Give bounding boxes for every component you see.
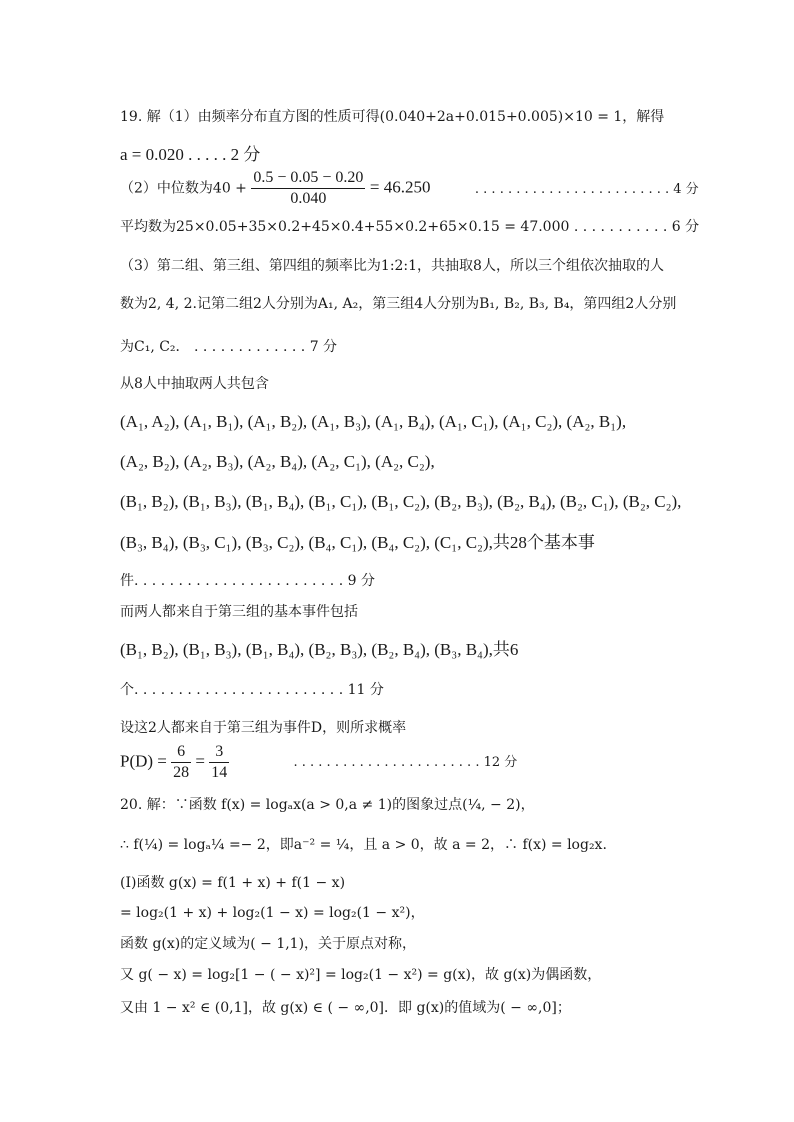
text-line-20: ∴ f(¼) = logₐ¼ =− 2，即a⁻² = ¼，且 a > 0，故 a = 2，∴ f(x) = log₂x. <box>120 837 607 853</box>
text-line-8: 从8人中抽取两人共包含 <box>120 376 269 392</box>
text-line-11: (B₁, B₂), (B₁, B₃), (B₁, B₄), (B₁, C₁), (B₁, C₂), (B₂, B₃), (B₂, B₄), (B₂, C₁), (B₂, C₂), <box>120 492 682 511</box>
text-line-14: 而两人都来自于第三组的基本事件包括 <box>120 604 358 620</box>
text-line-22: = log₂(1 + x) + log₂(1 − x) = log₂(1 − x²)， <box>120 905 425 921</box>
text-line-4: 平均数为25×0.05+35×0.2+45×0.4+55×0.2+65×0.15 = 47.000 . . . . . . . . . . . 6 分 <box>120 219 700 235</box>
probability-fraction-1 <box>171 742 191 783</box>
probability-line <box>120 742 517 783</box>
text-line-19: 20. 解：∵函数 f(x) = logₐx(a > 0,a ≠ 1)的图象过点(¼, − 2)， <box>120 797 535 813</box>
text-line-17: 设这2人都来自于第三组为事件D，则所求概率 <box>120 720 407 736</box>
text-line-25: 又由 1 − x² ∈ (0,1]，故 g(x) ∈ ( − ∞,0]．即 g(x)的值域为( − ∞,0]； <box>120 1000 571 1016</box>
median-score: . . . . . . . . . . . . . . . . . . . . . . . . 4 分 <box>474 181 699 197</box>
text-line-7: 为C₁, C₂． . . . . . . . . . . . . . 7 分 <box>120 339 338 355</box>
text-line-23: 函数 g(x)的定义域为( − 1,1)，关于原点对称， <box>120 936 417 952</box>
probability-score: . . . . . . . . . . . . . . . . . . . . . . . 12 分 <box>293 755 518 771</box>
median-line <box>120 168 699 209</box>
text-line-12: (B₃, B₄), (B₃, C₁), (B₃, C₂), (B₄, C₁), (B₄, C₂), (C₁, C₂),共28个基本事 <box>120 533 595 552</box>
probability-fraction-2 <box>209 742 229 783</box>
text-line-10: (A₂, B₂), (A₂, B₃), (A₂, B₄), (A₂, C₁), (A₂, C₂), <box>120 452 435 471</box>
probability-fraction-1-den: 28 <box>173 764 190 781</box>
text-line-6: 数为2, 4, 2.记第二组2人分别为A₁, A₂，第三组4人分别为B₁, B₂, B₃, B₄，第四组2人分别 <box>120 296 677 312</box>
probability-prefix: P(D) = <box>120 751 172 771</box>
median-fraction <box>251 168 365 209</box>
text-line-16: 个. . . . . . . . . . . . . . . . . . . . . . . . 11 分 <box>120 682 384 698</box>
text-line-2: a = 0.020 . . . . . 2 分 <box>120 145 261 164</box>
median-suffix: = 46.250 <box>369 177 431 197</box>
text-line-13: 件. . . . . . . . . . . . . . . . . . . . . . . . 9 分 <box>120 573 375 589</box>
text-line-9: (A₁, A₂), (A₁, B₁), (A₁, B₂), (A₁, B₃), (A₁, B₄), (A₁, C₁), (A₁, C₂), (A₂, B₁), <box>120 412 627 431</box>
text-line-15: (B₁, B₂), (B₁, B₃), (B₁, B₄), (B₂, B₃), (B₂, B₄), (B₃, B₄),共6 <box>120 640 519 659</box>
text-line-5: （3）第二组、第三组、第四组的频率比为1:2:1，共抽取8人，所以三个组依次抽取的人 <box>120 258 664 274</box>
text-line-21: (Ⅰ)函数 g(x) = f(1 + x) + f(1 − x) <box>120 875 346 891</box>
probability-fraction-1-num: 6 <box>171 742 191 763</box>
probability-fraction-2-num: 3 <box>209 742 229 763</box>
median-prefix: （2）中位数为40 + <box>120 180 252 197</box>
median-denominator: 0.040 <box>290 190 327 207</box>
probability-equals: = <box>195 751 210 771</box>
probability-fraction-2-den: 14 <box>211 764 228 781</box>
median-numerator: 0.5 − 0.05 − 0.20 <box>251 168 365 189</box>
text-line-24: 又 g( − x) = log₂[1 − ( − x)²] = log₂(1 − x²) = g(x)，故 g(x)为偶函数， <box>120 967 602 983</box>
text-line-1: 19. 解（1）由频率分布直方图的性质可得(0.040+2a+0.015+0.005)×10 = 1，解得 <box>120 109 665 125</box>
